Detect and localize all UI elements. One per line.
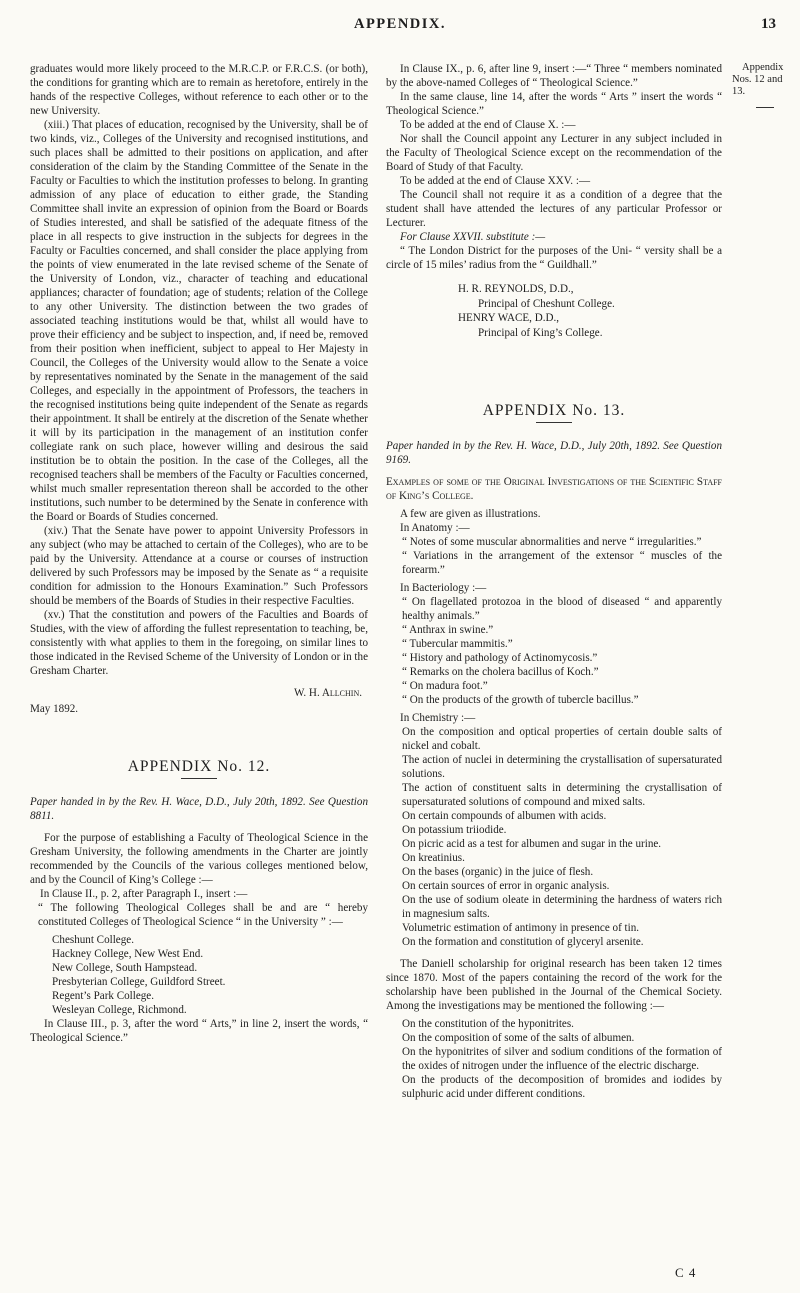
investigation-item: On the products of the decomposition of bromides and iodides by sulphuric acid under different conditions. bbox=[402, 1074, 722, 1100]
investigation-item: “ History and pathology of Actinomycosis.” bbox=[402, 652, 598, 664]
paragraph: The Daniell scholarship for original research has been taken 12 times since 1870. Most of the papers containing the record of the work for the scholarship have been published in the Journal of the Chemical Society. Among the investigations may be mentioned the following :— bbox=[386, 958, 722, 1012]
paragraph: In the same clause, line 14, after the words “ Arts ” insert the words “ Theological Science.” bbox=[386, 91, 722, 117]
signatory-role: Principal of King’s College. bbox=[478, 326, 603, 339]
investigation-item: On kreatinius. bbox=[402, 852, 465, 864]
paragraph: The Council shall not require it as a condition of a degree that the student shall have attended the lectures of any particular Professor or Lecturer. bbox=[386, 189, 722, 229]
investigation-item: “ On flagellated protozoa in the blood of diseased “ and apparently healthy animals.” bbox=[402, 596, 722, 622]
investigation-item: On picric acid as a test for albumen and sugar in the urine. bbox=[402, 838, 662, 850]
college-list-item: New College, South Hampstead. bbox=[52, 962, 198, 974]
college-list-item: Regent’s Park College. bbox=[52, 990, 154, 1002]
investigation-item: On the constitution of the hyponitrites. bbox=[402, 1018, 574, 1030]
investigation-item: “ On the products of the growth of tubercle bacillus.” bbox=[402, 694, 639, 706]
investigation-item: The action of nuclei in determining the crystallisation of supersaturated solutions. bbox=[402, 754, 722, 780]
investigation-item: On the composition and optical properties of certain double salts of nickel and cobalt. bbox=[402, 726, 722, 752]
paper-note: Paper handed in by the Rev. H. Wace, D.D., July 20th, 1892. See Question 9169. bbox=[386, 440, 722, 466]
signatory-name: H. R. REYNOLDS, D.D., bbox=[458, 283, 574, 295]
date: May 1892. bbox=[30, 703, 79, 715]
quoted-text: “ The London District for the purposes of the Uni- “ versity shall be a circle of 15 miles’ radius from the “ Guildhall.” bbox=[386, 245, 722, 271]
paragraph: Nor shall the Council appoint any Lecturer in any subject included in the Faculty of Theological Science except on the recommendation of the Board of Study of that Faculty. bbox=[386, 133, 722, 173]
section-heading: In Bacteriology :— bbox=[400, 582, 487, 594]
page-number: 13 bbox=[761, 16, 776, 32]
college-list-item: Presbyterian College, Guildford Street. bbox=[52, 976, 226, 988]
paragraph: For the purpose of establishing a Faculty of Theological Science in the Gresham University, the following amendments in the Charter are jointly recommended by the Councils of the various colleges mentioned below, and by the Council of King’s College :— bbox=[30, 832, 368, 886]
paragraph: For Clause XXVII. substitute :— bbox=[400, 231, 546, 243]
signatory-role: Principal of Cheshunt College. bbox=[478, 297, 615, 310]
investigation-item: “ On madura foot.” bbox=[402, 680, 488, 692]
paragraph: A few are given as illustrations. bbox=[400, 508, 541, 520]
paragraph: (xv.) That the constitution and powers of the Faculties and Boards of Studies, with the view of affording the fullest representation to teaching, be, consistently with what applies to them in the foregoing, on similar lines to those indicated in the Revised Scheme of the University of London or in the Gresham Charter. bbox=[30, 609, 368, 677]
margin-note-refs: Nos. 12 and 13. bbox=[732, 74, 783, 97]
investigation-item: “ Anthrax in swine.” bbox=[402, 624, 494, 636]
divider bbox=[181, 778, 217, 779]
investigation-item: “ Notes of some muscular abnormalities and nerve “ irregularities.” bbox=[402, 536, 702, 548]
paper-note: Paper handed in by the Rev. H. Wace, D.D., July 20th, 1892. See Question 8811. bbox=[30, 796, 368, 822]
signatories bbox=[386, 282, 722, 340]
investigation-item: On certain compounds of albumen with acids. bbox=[402, 810, 607, 822]
clause-instruction: In Clause II., p. 2, after Paragraph I., insert :— bbox=[40, 888, 248, 900]
examples-heading: Examples of some of the Original Investigations of the Scientific Staff of King’s College. bbox=[386, 476, 722, 502]
college-list-item: Hackney College, New West End. bbox=[52, 948, 204, 960]
investigation-item: On the bases (organic) in the juice of flesh. bbox=[402, 866, 594, 878]
investigation-item: On potassium triiodide. bbox=[402, 824, 507, 836]
right-column bbox=[386, 62, 722, 1101]
clause-instruction: In Clause III., p. 3, after the word “ Arts,” in line 2, insert the words, “ Theological Science.” bbox=[30, 1018, 368, 1044]
investigation-item: On the composition of some of the salts of albumen. bbox=[402, 1032, 635, 1044]
signature-mark: C 4 bbox=[675, 1265, 697, 1280]
margin-rule bbox=[756, 107, 774, 108]
investigation-item: The action of constituent salts in determining the crystallisation of supersaturated solutions of compound and mixed salts. bbox=[402, 782, 722, 808]
investigation-item: “ Tubercular mammitis.” bbox=[402, 638, 513, 650]
investigation-item: On the hyponitrites of silver and sodium conditions of the formation of the oxides of nitrogen under the influence of the electric discharge. bbox=[402, 1046, 722, 1072]
running-title: APPENDIX. bbox=[353, 16, 447, 32]
college-list-item: Cheshunt College. bbox=[52, 934, 134, 946]
investigation-item: On the use of sodium oleate in determining the hardness of waters rich in magnesium salts. bbox=[402, 894, 722, 920]
appendix-12-title: APPENDIX No. 12. bbox=[127, 758, 271, 775]
paragraph: (xiv.) That the Senate have power to appoint University Professors in any subject (who may be attached to certain of the Colleges), who are to be paid by the University. Attendance at a course or courses of instruction delivered by such Professors may be imposed by the Senate as “ a requisite condition for admission to the Honours Examination.” Such Professors should be members of the Boards of Studies in their respective Faculties. bbox=[30, 525, 368, 607]
paragraph: To be added at the end of Clause XXV. :— bbox=[400, 175, 591, 187]
margin-note-label: Appendix bbox=[742, 62, 784, 73]
investigation-item: On certain sources of error in organic analysis. bbox=[402, 880, 610, 892]
paragraph: (xiii.) That places of education, recognised by the University, shall be of two kinds, viz., Colleges of the University and recognised institutions, and such places shall be admitted to their positions on application, and after consideration of the claim by the Standing Committee of the Senate in the Faculty or Faculties to which the institution professes to belong. In granting admission of any place of education to either grade, the Standing Committee shall invite an expression of opinion from the Board or Boards of Studies interested, and shall be satisfied of the adequate fitness of the place in all respects to give instruction in the subjects for degrees in the Faculty or Faculties concerned, and shall consider the place applying from the points of view enumerated in the late revised scheme of the Senate of the University of London, viz., character of teaching and educational appliances; character of foundation; age of students; relation of the College to any other University. The distinction between the two grades of associated teaching institutions would be that, whilst all would have to prove their efficiency and be subject to inspection, and, if need be, removed from their position when inefficient, subject to appeal to Her Majesty in Council, the Colleges of the University would allow to the Senate a voice by representatives nominated by the Senate in the management of the said Colleges, and especially in the appointment of Professors, the teachers in the recognised institutions being quite independent of the Senate as regards their appointment. It shall be entirely at the discretion of the Senate whether it will by its participation in the management of an institution confer collegiate rank on such place, however willing and desirous the said institution be to obtain the position. In the case of the Colleges, all the recognised teachers shall be members of the Faculty or Faculties concerned, whilst much smaller representation thereon shall be accorded to the other institutions, such number to be determined by the Senate in conference with the Board or Boards of Studies concerned. bbox=[30, 119, 368, 523]
divider bbox=[536, 422, 572, 423]
paragraph: To be added at the end of Clause X. :— bbox=[400, 119, 576, 131]
appendix-13-title: APPENDIX No. 13. bbox=[482, 402, 626, 419]
college-list-item: Wesleyan College, Richmond. bbox=[52, 1004, 187, 1016]
investigation-item: Volumetric estimation of antimony in presence of tin. bbox=[402, 922, 640, 934]
investigation-item: “ Remarks on the cholera bacillus of Koch.” bbox=[402, 666, 599, 678]
investigation-item: On the formation and constitution of glyceryl arsenite. bbox=[402, 936, 644, 948]
signature: W. H. Allchin. bbox=[293, 687, 362, 699]
paragraph: In Clause IX., p. 6, after line 9, insert :—“ Three “ members nominated by the above-named Colleges of “ Theological Science.” bbox=[386, 63, 722, 89]
paragraph: graduates would more likely proceed to the M.R.C.P. or F.R.C.S. (or both), the conditions for granting which are to remain as heretofore, entirely in the hands of the respective Colleges, without reference to each other or to the new University. bbox=[30, 63, 368, 117]
signatory-name: HENRY WACE, D.D., bbox=[458, 312, 560, 324]
left-column bbox=[30, 62, 368, 1045]
section-heading: In Anatomy :— bbox=[400, 522, 470, 534]
section-heading: In Chemistry :— bbox=[400, 712, 476, 724]
page-header bbox=[0, 8, 800, 38]
margin-note bbox=[732, 62, 796, 108]
investigation-item: “ Variations in the arrangement of the extensor “ muscles of the forearm.” bbox=[402, 550, 722, 576]
quoted-text: “ The following Theological Colleges shall be and are “ hereby constituted Colleges of Theological Science “ in the University ” :— bbox=[38, 902, 368, 928]
